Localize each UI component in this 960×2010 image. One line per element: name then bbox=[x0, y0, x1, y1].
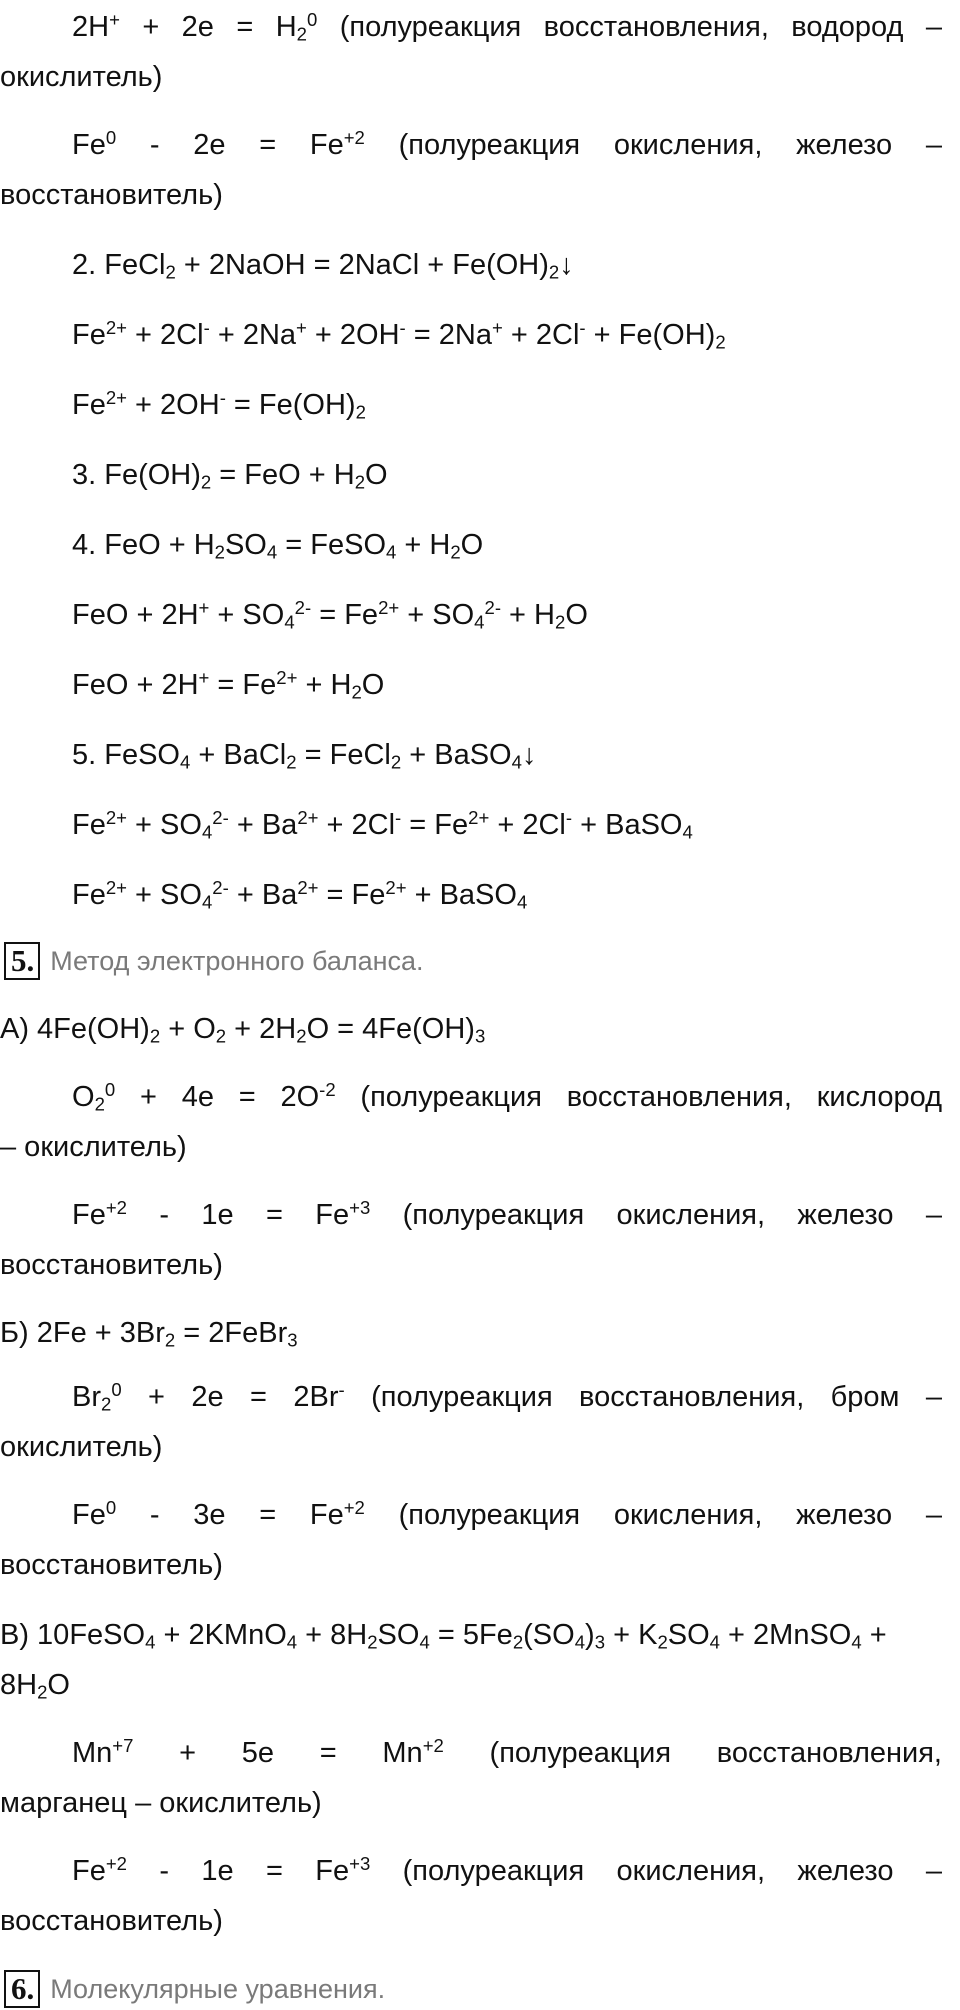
half-reaction-hydrogen-cont: окислитель) bbox=[0, 61, 163, 93]
equation-2-molecular: 2. FeCl$_2$ + 2NaOH = 2NaCl + $Fe(OH)_2↓$ bbox=[72, 249, 574, 283]
equation-2-short-ionic: $Fe^{2+} + 2OH^- = Fe(OH)_2$ bbox=[72, 386, 366, 423]
reaction-b-half-1-cont: окислитель) bbox=[0, 1431, 163, 1463]
section-5-number: 5. bbox=[4, 942, 40, 980]
reaction-b: Б) $2Fe + 3Br_2$ = 2FeBr$_3$ bbox=[0, 1317, 298, 1351]
reaction-a: А) $4Fe(OH)_2 + O_2 + 2H_2O = 4Fe(OH)_3$ bbox=[0, 1013, 486, 1047]
section-5-heading bbox=[0, 940, 424, 982]
half-reaction-iron-oxidation-cont: восстановитель) bbox=[0, 179, 223, 211]
equation-3: 3. $Fe(OH)_2$ = FeO + $H_2O$ bbox=[72, 459, 388, 493]
reaction-a-half-2-cont: восстановитель) bbox=[0, 1249, 223, 1281]
reaction-b-half-1: $Br_2^0 + 2e = 2Br^-$ (полуреакция восстановления, бром – bbox=[72, 1378, 942, 1415]
reaction-c-half-1-cont: марганец – окислитель) bbox=[0, 1787, 322, 1819]
equation-5-short-ionic: $Fe^{2+} + SO_4^{2-} + Ba^{2+} = Fe^{2+}$ + BaSO$_4$ bbox=[72, 876, 528, 913]
half-reaction-hydrogen: $2H^+ + 2e = H_2^0$ (полуреакция восстановления, водород – bbox=[72, 8, 942, 45]
equation-4-full-ionic: FeO + $2H^+ + SO_4^{2-} = Fe^{2+} + SO_4^{2-} + H_2O$ bbox=[72, 596, 588, 633]
reaction-c-half-1: $Mn^{+7} + 5e = Mn^{+2}$ (полуреакция восстановления, bbox=[72, 1734, 942, 1769]
reaction-c-half-2-cont: восстановитель) bbox=[0, 1905, 223, 1937]
reaction-b-half-2: $Fe^0 - 3e = Fe^{+2}$ (полуреакция окисления, железо – bbox=[72, 1496, 942, 1531]
equation-5-molecular: 5. FeSO$_4$ + BaCl$_2$ = FeCl$_2$ + BaSO$_4$↓ bbox=[72, 739, 537, 773]
reaction-c-cont: $8H_2O$ bbox=[0, 1669, 70, 1703]
equation-4-molecular: 4. FeO + $H_2SO_4$ = FeSO$_4$ + $H_2O$ bbox=[72, 529, 484, 563]
reaction-a-half-1-cont: – окислитель) bbox=[0, 1131, 187, 1163]
equation-4-short-ionic: FeO + $2H^+ = Fe^{2+} + H_2O$ bbox=[72, 666, 385, 703]
equation-2-full-ionic: $Fe^{2+} + 2Cl^- + 2Na^+ + 2OH^- = 2Na^+ + 2Cl^- + Fe(OH)_2$ bbox=[72, 316, 726, 353]
reaction-b-half-2-cont: восстановитель) bbox=[0, 1549, 223, 1581]
section-5-title: Метод электронного баланса. bbox=[50, 945, 424, 976]
section-6-number: 6. bbox=[4, 1970, 40, 2008]
section-6-heading bbox=[0, 1968, 385, 2010]
reaction-c: В) 10FeSO$_4$ + 2KMnO$_4$ + $8H_2SO_4 = 5Fe_2(SO_4)_3 + K_2SO_4$ + 2MnSO$_4$ + bbox=[0, 1619, 887, 1653]
section-6-title: Молекулярные уравнения. bbox=[50, 1973, 386, 2004]
half-reaction-iron-oxidation: $Fe^0 - 2e = Fe^{+2}$ (полуреакция окисления, железо – bbox=[72, 126, 942, 161]
equation-5-full-ionic: $Fe^{2+} + SO_4^{2-} + Ba^{2+} + 2Cl^- = Fe^{2+} + 2Cl^-$ + BaSO$_4$ bbox=[72, 806, 693, 843]
reaction-a-half-1: $O_2^0 + 4e = 2O^{-2}$ (полуреакция восстановления, кислород bbox=[72, 1078, 943, 1115]
reaction-a-half-2: $Fe^{+2} - 1e = Fe^{+3}$ (полуреакция окисления, железо – bbox=[72, 1196, 942, 1231]
reaction-c-half-2: $Fe^{+2} - 1e = Fe^{+3}$ (полуреакция окисления, железо – bbox=[72, 1852, 942, 1887]
